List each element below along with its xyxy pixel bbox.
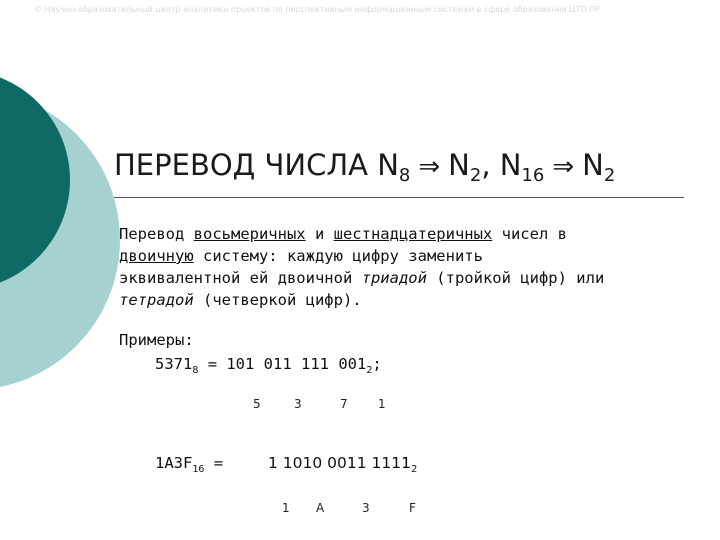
octal-digit: 1 <box>378 397 386 411</box>
hex-digit: A <box>316 501 325 515</box>
semicolon: ; <box>372 355 382 373</box>
title-sub2: 2 <box>469 165 482 186</box>
hex-number: 1A3F <box>155 454 193 472</box>
body-text-span: (четверкой цифр). <box>193 291 362 309</box>
body-text-span: (тройкой цифр) или <box>426 269 605 287</box>
implies-arrow-icon: ⇒ <box>552 152 575 182</box>
title-part3: N <box>582 148 604 182</box>
slide-title <box>114 148 615 186</box>
body-line-3 <box>119 267 679 289</box>
implies-arrow-icon: ⇒ <box>418 152 441 182</box>
title-part1: ПЕРЕВОД ЧИСЛА N <box>114 148 399 182</box>
title-divider <box>114 197 684 198</box>
hex-binary-result <box>268 454 417 475</box>
example-octal <box>155 355 382 376</box>
octal-digit: 7 <box>340 397 348 411</box>
body-text-span: чисел в <box>492 225 567 243</box>
title-sub4: 2 <box>603 165 616 186</box>
binary-base: 2 <box>366 365 373 377</box>
underlined-term: шестнадцатеричных <box>333 225 493 243</box>
hex-digit: 1 <box>282 501 290 515</box>
hex-digit: F <box>409 501 416 515</box>
octal-base: 8 <box>192 365 199 377</box>
title-sep: , N <box>481 148 522 182</box>
equals-sign: = <box>204 454 224 472</box>
body-text <box>119 223 679 311</box>
title-part2: N <box>448 148 470 182</box>
binary-base: 2 <box>410 464 418 476</box>
underlined-term: восьмеричных <box>193 225 306 243</box>
title-sub3: 16 <box>521 165 545 186</box>
hex-digit: 3 <box>362 501 370 515</box>
octal-digit: 3 <box>294 397 302 411</box>
examples-heading: Примеры: <box>119 331 194 349</box>
watermark-text: © Научно-образовательный центр аналитики проектов по перспективным информационным системам в сфере образования ЦТО ПР <box>34 5 600 14</box>
body-text-span: и <box>305 225 334 243</box>
title-sub1: 8 <box>398 165 411 186</box>
octal-digit: 5 <box>253 397 261 411</box>
body-line-1 <box>119 223 679 245</box>
underlined-term: двоичную <box>119 247 194 265</box>
example-hex <box>155 454 223 475</box>
binary-result: = 101 011 111 001 <box>198 355 367 373</box>
body-line-4 <box>119 289 679 311</box>
body-line-2 <box>119 245 679 267</box>
octal-number: 5371 <box>155 355 193 373</box>
body-text-span: Перевод <box>119 225 194 243</box>
body-text-span: эквивалентной ей двоичной <box>119 269 362 287</box>
hex-base: 16 <box>192 464 205 476</box>
body-text-span: систему: каждую цифру заменить <box>193 247 483 265</box>
binary-result: 1 1010 0011 1111 <box>268 454 411 472</box>
italic-term: тетрадой <box>119 291 194 309</box>
italic-term: триадой <box>361 269 427 287</box>
